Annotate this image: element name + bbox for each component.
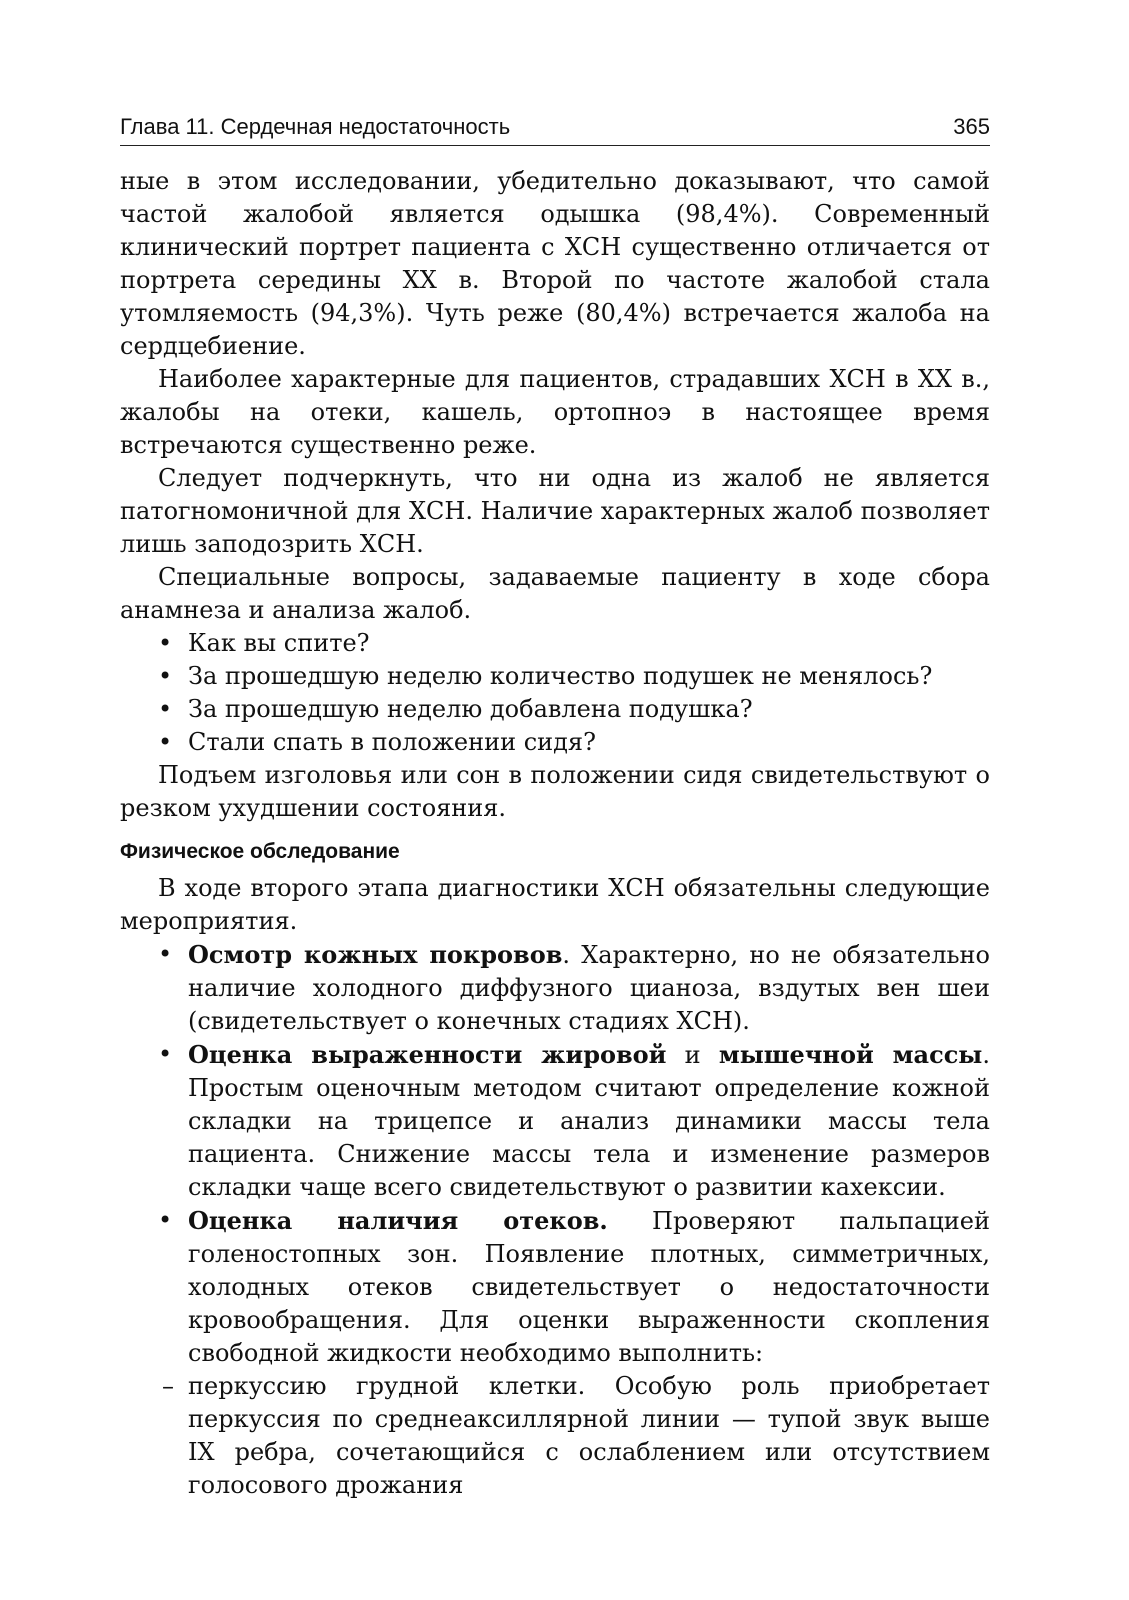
item-text: Проверяют пальпацией голеностопных зон. Появление плотных, симметричных, холодных отеков свидетельствует о недостаточности кровообращения. Для оценки выраженности скопления свободной жидкости необходимо выполнить:	[188, 1207, 990, 1367]
questions-list	[120, 627, 990, 759]
item-bold-term: Оценка наличия отеков.	[188, 1206, 608, 1235]
section-heading: Физическое обследование	[120, 840, 400, 863]
question-item: • Как вы спите?	[120, 627, 990, 660]
examination-item-mass	[120, 1038, 990, 1204]
question-item: • За прошедшую неделю добавлена подушка?	[120, 693, 990, 726]
item-text: . Простым оценочным методом считают определение кожной складки на трицепсе и анализ динамики массы тела пациента. Снижение массы тела и изменение размеров складки чаще всего свидетельствуют о развитии кахексии.	[188, 1041, 991, 1201]
item-bold-term: Осмотр кожных покровов	[188, 940, 563, 969]
paragraph: Специальные вопросы, задаваемые пациенту в ходе сбора анамнеза и анализа жалоб.	[120, 563, 990, 624]
chapter-title: Глава 11. Сердечная недостаточность	[120, 114, 511, 139]
running-head	[120, 112, 990, 142]
page-body	[120, 165, 990, 1502]
procedure-item: – перкуссию грудной клетки. Особую роль приобретает перкуссия по среднеаксиллярной линии — тупой звук выше IX ребра, сочетающийся с ослаблением или отсутствием голосового дрожания	[120, 1370, 990, 1502]
item-text: . Характерно, но не обязательно наличие холодного диффузного цианоза, вздутых вен шеи (свидетельствует о конечных стадиях ХСН).	[188, 941, 990, 1035]
section-intro: В ходе второго этапа диагностики ХСН обязательны следующие мероприятия.	[120, 874, 990, 935]
procedure-list	[120, 1370, 990, 1502]
examination-item-skin	[120, 938, 990, 1038]
paragraph: Наиболее характерные для пациентов, страдавших ХСН в XX в., жалобы на отеки, кашель, ортопноэ в настоящее время встречаются существенно реже.	[120, 365, 990, 459]
question-item: • Стали спать в положении сидя?	[120, 726, 990, 759]
paragraph-continued: ные в этом исследовании, убедительно доказывают, что самой частой жалобой является одышка (98,4%). Современный клинический портрет пациента с ХСН существенно отличается от портрета середины XX в. Второй по частоте жалобой стала утомляемость (94,3%). Чуть реже (80,4%) встречается жалоба на сердцебиение.	[120, 167, 990, 360]
item-bold-term: Оценка выраженности жировой	[188, 1040, 667, 1069]
item-bold-term: мышечной массы	[718, 1040, 983, 1069]
header-rule	[120, 145, 990, 146]
item-text: и	[666, 1041, 719, 1069]
question-item: • За прошедшую неделю количество подушек не менялось?	[120, 660, 990, 693]
paragraph: Следует подчеркнуть, что ни одна из жалоб не является патогномоничной для ХСН. Наличие характерных жалоб позволяет лишь заподозрить ХСН.	[120, 464, 990, 558]
page-number: 365	[953, 114, 990, 139]
examination-list	[120, 938, 990, 1370]
examination-item-edema	[120, 1204, 990, 1370]
paragraph: Подъем изголовья или сон в положении сидя свидетельствуют о резком ухудшении состояния.	[120, 761, 990, 822]
